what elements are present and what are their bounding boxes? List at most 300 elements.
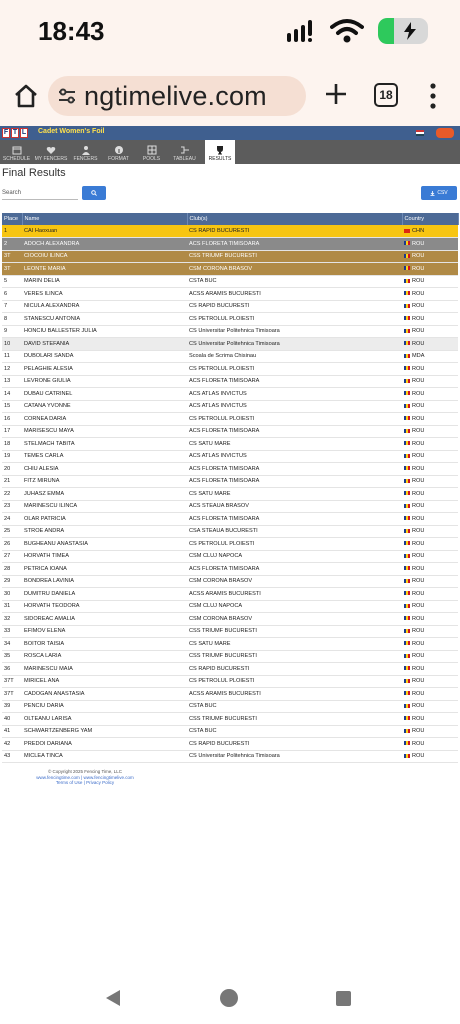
- name-cell: MARIN DELIA: [22, 275, 187, 288]
- site-settings-icon[interactable]: [56, 85, 78, 107]
- name-cell: CIOCOIU ILINCA: [22, 250, 187, 263]
- tab-switcher-button[interactable]: 18: [374, 83, 398, 107]
- table-row[interactable]: [2, 313, 458, 326]
- club-cell: CS RAPID BUCURESTI: [187, 225, 402, 238]
- name-cell: TEMES CARLA: [22, 450, 187, 463]
- country-flag-icon: [404, 529, 410, 533]
- place-cell: 20: [2, 463, 22, 476]
- country-flag-icon: [404, 679, 410, 683]
- col-country[interactable]: Country: [402, 213, 458, 225]
- place-cell: 41: [2, 725, 22, 738]
- club-cell: CS RAPID BUCURESTI: [187, 663, 402, 676]
- country-flag-icon: [404, 704, 410, 708]
- place-cell: 3T: [2, 250, 22, 263]
- country-flag-icon: [404, 379, 410, 383]
- name-cell: OLTEANU LARISA: [22, 713, 187, 726]
- table-row[interactable]: [2, 700, 458, 713]
- place-cell: 1: [2, 225, 22, 238]
- calendar-icon: [12, 145, 22, 155]
- place-cell: 6: [2, 288, 22, 301]
- country-cell: ROU: [402, 363, 458, 376]
- table-row[interactable]: [2, 550, 458, 563]
- wifi-icon: [330, 18, 364, 44]
- place-cell: 26: [2, 538, 22, 551]
- table-row[interactable]: [2, 575, 458, 588]
- tab-results[interactable]: RESULTS: [205, 140, 235, 164]
- table-row[interactable]: [2, 538, 458, 551]
- name-cell: NICULA ALEXANDRA: [22, 300, 187, 313]
- name-cell: VERES ILINCA: [22, 288, 187, 301]
- signal-icon: [286, 19, 316, 43]
- country-cell: ROU: [402, 450, 458, 463]
- country-cell: ROU: [402, 475, 458, 488]
- browser-toolbar: [0, 68, 460, 126]
- table-row[interactable]: [2, 675, 458, 688]
- place-cell: 35: [2, 650, 22, 663]
- status-icons: [286, 18, 428, 44]
- place-cell: 36: [2, 663, 22, 676]
- club-cell: CS SATU MARE: [187, 438, 402, 451]
- place-cell: 22: [2, 488, 22, 501]
- club-cell: ACS FLORETA TIMISOARA: [187, 475, 402, 488]
- tab-format[interactable]: FORMAT: [102, 140, 135, 164]
- table-row[interactable]: [2, 688, 458, 701]
- table-row[interactable]: [2, 588, 458, 601]
- country-cell: ROU: [402, 275, 458, 288]
- country-cell: ROU: [402, 263, 458, 276]
- person-icon: [81, 145, 91, 155]
- place-cell: 37T: [2, 675, 22, 688]
- logout-button[interactable]: [436, 128, 454, 138]
- country-flag-icon: [404, 479, 410, 483]
- country-cell: ROU: [402, 688, 458, 701]
- place-cell: 11: [2, 350, 22, 363]
- club-cell: CS PETROLUL PLOIESTI: [187, 675, 402, 688]
- country-cell: ROU: [402, 750, 458, 763]
- country-cell: ROU: [402, 513, 458, 526]
- recents-icon[interactable]: [336, 991, 351, 1006]
- name-cell: ROSCA LARIA: [22, 650, 187, 663]
- place-cell: 17: [2, 425, 22, 438]
- country-flag-icon: [404, 279, 410, 283]
- country-cell: ROU: [402, 313, 458, 326]
- country-flag-icon: [404, 429, 410, 433]
- place-cell: 39: [2, 700, 22, 713]
- place-cell: 8: [2, 313, 22, 326]
- country-cell: ROU: [402, 288, 458, 301]
- country-flag-icon: [404, 616, 410, 620]
- club-cell: CSS TRIUMF BUCURESTI: [187, 713, 402, 726]
- place-cell: 18: [2, 438, 22, 451]
- club-cell: CSM CLUJ NAPOCA: [187, 600, 402, 613]
- country-cell: ROU: [402, 325, 458, 338]
- table-row[interactable]: [2, 238, 458, 251]
- name-cell: CORNEA DARIA: [22, 413, 187, 426]
- club-cell: CSS TRIUMF BUCURESTI: [187, 625, 402, 638]
- name-cell: CATANA YVONNE: [22, 400, 187, 413]
- club-cell: CS PETROLUL PLOIESTI: [187, 413, 402, 426]
- fencingtime-logo: F T L: [3, 129, 27, 136]
- results-table: [2, 213, 459, 763]
- table-row[interactable]: [2, 563, 458, 576]
- country-flag-icon: [404, 416, 410, 420]
- footer: [30, 769, 140, 786]
- csv-download-button[interactable]: CSV: [421, 186, 457, 200]
- club-cell: CSTA BUC: [187, 725, 402, 738]
- name-cell: SIDOREAC AMALIA: [22, 613, 187, 626]
- country-flag-icon: [404, 329, 410, 333]
- tab-fencers[interactable]: FENCERS: [69, 140, 102, 164]
- table-row[interactable]: [2, 650, 458, 663]
- country-cell: ROU: [402, 613, 458, 626]
- place-cell: 23: [2, 500, 22, 513]
- country-cell: ROU: [402, 500, 458, 513]
- name-cell: BOITOR TAISIA: [22, 638, 187, 651]
- table-row[interactable]: [2, 400, 458, 413]
- name-cell: PREDOI DARIANA: [22, 738, 187, 751]
- table-row[interactable]: [2, 475, 458, 488]
- place-cell: 42: [2, 738, 22, 751]
- place-cell: 19: [2, 450, 22, 463]
- place-cell: 25: [2, 525, 22, 538]
- table-row[interactable]: [2, 225, 458, 238]
- club-cell: CSM CLUJ NAPOCA: [187, 550, 402, 563]
- country-flag-icon: [404, 404, 410, 408]
- country-cell: ROU: [402, 675, 458, 688]
- table-row[interactable]: [2, 263, 458, 276]
- name-cell: HONCIU BALLESTER JULIA: [22, 325, 187, 338]
- country-flag-icon: [404, 604, 410, 608]
- name-cell: PENCIU DARIA: [22, 700, 187, 713]
- club-cell: ACS ATLAS INVICTUS: [187, 450, 402, 463]
- place-cell: 21: [2, 475, 22, 488]
- table-row[interactable]: [2, 463, 458, 476]
- footer-links[interactable]: www.fencingtime.com | www.fencingtimelive.com: [36, 774, 134, 780]
- club-cell: CS RAPID BUCURESTI: [187, 300, 402, 313]
- place-cell: 32: [2, 613, 22, 626]
- home-nav-icon[interactable]: [220, 989, 238, 1007]
- club-cell: CSS TRIUMF BUCURESTI: [187, 250, 402, 263]
- table-row[interactable]: [2, 600, 458, 613]
- place-cell: 30: [2, 588, 22, 601]
- country-flag-icon: [404, 666, 410, 670]
- name-cell: EFIMOV ELENA: [22, 625, 187, 638]
- country-flag-icon: [404, 579, 410, 583]
- club-cell: ACS ATLAS INVICTUS: [187, 388, 402, 401]
- country-cell: ROU: [402, 700, 458, 713]
- club-cell: CS Universitar Politehnica Timisoara: [187, 338, 402, 351]
- country-cell: ROU: [402, 588, 458, 601]
- country-flag-icon: [404, 504, 410, 508]
- home-icon[interactable]: [12, 82, 40, 110]
- download-icon: [430, 191, 435, 196]
- country-flag-icon: [404, 754, 410, 758]
- more-menu-icon[interactable]: [428, 82, 438, 110]
- country-flag-icon: [404, 554, 410, 558]
- name-cell: LEONTE MARIA: [22, 263, 187, 276]
- table-row[interactable]: [2, 363, 458, 376]
- search-input[interactable]: Search: [2, 188, 78, 200]
- name-cell: PETRICA IOANA: [22, 563, 187, 576]
- place-cell: 3T: [2, 263, 22, 276]
- table-row[interactable]: [2, 450, 458, 463]
- table-row[interactable]: [2, 525, 458, 538]
- country-flag-icon: [404, 654, 410, 658]
- table-row[interactable]: [2, 388, 458, 401]
- tab-schedule[interactable]: SCHEDULE: [0, 140, 33, 164]
- table-row[interactable]: [2, 300, 458, 313]
- country-flag-icon: [404, 366, 410, 370]
- place-cell: 27: [2, 550, 22, 563]
- col-place[interactable]: Place: [2, 213, 22, 225]
- club-cell: ACS STEAUA BRASOV: [187, 500, 402, 513]
- country-cell: ROU: [402, 463, 458, 476]
- country-cell: ROU: [402, 538, 458, 551]
- club-cell: CSA STEAUA BUCURESTI: [187, 525, 402, 538]
- country-flag-icon: [404, 716, 410, 720]
- country-cell: CHN: [402, 225, 458, 238]
- club-cell: ACS FLORETA TIMISOARA: [187, 425, 402, 438]
- country-cell: ROU: [402, 525, 458, 538]
- club-cell: CS SATU MARE: [187, 638, 402, 651]
- url-text[interactable]: ngtimelive.com: [84, 80, 267, 111]
- club-cell: CS PETROLUL PLOIESTI: [187, 363, 402, 376]
- country-flag-icon: [404, 454, 410, 458]
- country-flag-icon: [404, 466, 410, 470]
- club-cell: CSS TRIUMF BUCURESTI: [187, 650, 402, 663]
- country-cell: ROU: [402, 550, 458, 563]
- table-row[interactable]: [2, 638, 458, 651]
- event-nav: [0, 140, 460, 164]
- name-cell: CAI Haoxuan: [22, 225, 187, 238]
- place-cell: 5: [2, 275, 22, 288]
- legal-links[interactable]: Terms of Use | Privacy Policy: [55, 780, 115, 785]
- country-cell: ROU: [402, 575, 458, 588]
- col-club[interactable]: Club(s): [187, 213, 402, 225]
- country-flag-icon: [404, 354, 410, 358]
- new-tab-icon[interactable]: [322, 80, 350, 108]
- place-cell: 37T: [2, 688, 22, 701]
- table-row[interactable]: [2, 725, 458, 738]
- name-cell: FITZ MIRUNA: [22, 475, 187, 488]
- results-body: [2, 225, 458, 763]
- table-row[interactable]: [2, 738, 458, 751]
- event-title: Cadet Women's Foil: [38, 128, 105, 135]
- place-cell: 43: [2, 750, 22, 763]
- country-flag-icon: [404, 729, 410, 733]
- name-cell: STROE ANDRA: [22, 525, 187, 538]
- table-row[interactable]: [2, 663, 458, 676]
- country-flag-icon: [404, 441, 410, 445]
- country-cell: ROU: [402, 300, 458, 313]
- club-cell: CSM CORONA BRASOV: [187, 613, 402, 626]
- table-row[interactable]: [2, 250, 458, 263]
- country-cell: ROU: [402, 650, 458, 663]
- table-row[interactable]: [2, 413, 458, 426]
- place-cell: 7: [2, 300, 22, 313]
- club-cell: CS RAPID BUCURESTI: [187, 738, 402, 751]
- place-cell: 2: [2, 238, 22, 251]
- country-cell: ROU: [402, 563, 458, 576]
- place-cell: 10: [2, 338, 22, 351]
- table-row[interactable]: [2, 288, 458, 301]
- country-flag-icon: [404, 266, 410, 270]
- name-cell: BONDREA LAVINIA: [22, 575, 187, 588]
- country-cell: ROU: [402, 713, 458, 726]
- country-cell: ROU: [402, 388, 458, 401]
- heart-icon: [46, 145, 56, 155]
- place-cell: 15: [2, 400, 22, 413]
- club-cell: ACS FLORETA TIMISOARA: [187, 513, 402, 526]
- country-cell: ROU: [402, 725, 458, 738]
- club-cell: ACS FLORETA TIMISOARA: [187, 238, 402, 251]
- tab-my-fencers[interactable]: MY FENCERS: [33, 140, 69, 164]
- app-header: [0, 126, 460, 140]
- table-row[interactable]: [2, 338, 458, 351]
- club-cell: ACS FLORETA TIMISOARA: [187, 375, 402, 388]
- name-cell: ADOCH ALEXANDRA: [22, 238, 187, 251]
- name-cell: DAVID STEFANIA: [22, 338, 187, 351]
- place-cell: 34: [2, 638, 22, 651]
- club-cell: CS PETROLUL PLOIESTI: [187, 538, 402, 551]
- name-cell: DUBAU CATRINEL: [22, 388, 187, 401]
- country-cell: ROU: [402, 638, 458, 651]
- club-cell: ACSS ARAMIS BUCURESTI: [187, 288, 402, 301]
- country-flag-icon: [404, 341, 410, 345]
- country-cell: ROU: [402, 738, 458, 751]
- table-row[interactable]: [2, 488, 458, 501]
- country-flag-icon: [404, 241, 410, 245]
- club-cell: CS SATU MARE: [187, 488, 402, 501]
- club-cell: ACS ATLAS INVICTUS: [187, 400, 402, 413]
- club-cell: CSM CORONA BRASOV: [187, 575, 402, 588]
- url-bar[interactable]: [48, 76, 306, 116]
- name-cell: MARINESCU ILINCA: [22, 500, 187, 513]
- country-flag-icon: [404, 741, 410, 745]
- place-cell: 14: [2, 388, 22, 401]
- name-cell: MARINESCU MAIA: [22, 663, 187, 676]
- trophy-icon: [215, 145, 225, 155]
- name-cell: PELAGHIE ALESIA: [22, 363, 187, 376]
- info-icon: [114, 145, 124, 155]
- place-cell: 24: [2, 513, 22, 526]
- tab-tableau[interactable]: TABLEAU: [168, 140, 201, 164]
- country-flag-icon: [404, 641, 410, 645]
- table-row[interactable]: [2, 425, 458, 438]
- name-cell: STANESCU ANTONIA: [22, 313, 187, 326]
- name-cell: CADOGAN ANASTASIA: [22, 688, 187, 701]
- country-flag-icon: [404, 691, 410, 695]
- country-flag-icon: [404, 491, 410, 495]
- country-cell: ROU: [402, 663, 458, 676]
- country-flag-icon: [404, 591, 410, 595]
- search-button[interactable]: [82, 186, 106, 200]
- country-flag-icon: [404, 316, 410, 320]
- club-cell: CSM CORONA BRASOV: [187, 263, 402, 276]
- table-row[interactable]: [2, 625, 458, 638]
- name-cell: DUBOLARI SANDA: [22, 350, 187, 363]
- status-bar: [0, 0, 460, 68]
- col-name[interactable]: Name: [22, 213, 187, 225]
- country-cell: ROU: [402, 625, 458, 638]
- place-cell: 33: [2, 625, 22, 638]
- place-cell: 12: [2, 363, 22, 376]
- table-row[interactable]: [2, 350, 458, 363]
- country-cell: MDA: [402, 350, 458, 363]
- club-cell: CSTA BUC: [187, 700, 402, 713]
- table-row[interactable]: [2, 375, 458, 388]
- battery-icon: [378, 18, 428, 44]
- system-nav-bar: [0, 960, 460, 1024]
- country-cell: ROU: [402, 338, 458, 351]
- name-cell: HORVATH TIMEA: [22, 550, 187, 563]
- name-cell: MIRICEL ANA: [22, 675, 187, 688]
- page-title: Final Results: [2, 167, 66, 179]
- name-cell: HORVATH TEODORA: [22, 600, 187, 613]
- club-cell: CS PETROLUL PLOIESTI: [187, 313, 402, 326]
- country-flag-icon: [404, 629, 410, 633]
- country-flag-icon: [404, 304, 410, 308]
- copyright-text: © Copyright 2025 Fencing Time, LLC: [47, 769, 123, 774]
- table-row[interactable]: [2, 500, 458, 513]
- table-row[interactable]: [2, 438, 458, 451]
- table-row[interactable]: [2, 613, 458, 626]
- name-cell: MICLEA TINCA: [22, 750, 187, 763]
- club-cell: ACSS ARAMIS BUCURESTI: [187, 688, 402, 701]
- name-cell: SCHWARTZENBERG YAM: [22, 725, 187, 738]
- club-cell: CSTA BUC: [187, 275, 402, 288]
- table-row[interactable]: [2, 750, 458, 763]
- tab-pools[interactable]: POOLS: [135, 140, 168, 164]
- table-row[interactable]: [2, 513, 458, 526]
- place-cell: 40: [2, 713, 22, 726]
- bracket-icon: [180, 145, 190, 155]
- table-row[interactable]: [2, 325, 458, 338]
- place-cell: 28: [2, 563, 22, 576]
- name-cell: JUHASZ EMMA: [22, 488, 187, 501]
- country-flag-icon: [404, 541, 410, 545]
- country-cell: ROU: [402, 238, 458, 251]
- place-cell: 29: [2, 575, 22, 588]
- table-row[interactable]: [2, 275, 458, 288]
- place-cell: 13: [2, 375, 22, 388]
- country-flag-icon: [404, 516, 410, 520]
- name-cell: LEVRONE GIULIA: [22, 375, 187, 388]
- table-header-row: [2, 213, 458, 225]
- name-cell: OLAR PATRICIA: [22, 513, 187, 526]
- grid-icon: [147, 145, 157, 155]
- club-cell: ACS FLORETA TIMISOARA: [187, 563, 402, 576]
- country-cell: ROU: [402, 600, 458, 613]
- club-cell: ACS FLORETA TIMISOARA: [187, 463, 402, 476]
- country-flag-icon: [404, 566, 410, 570]
- club-cell: ACSS ARAMIS BUCURESTI: [187, 588, 402, 601]
- place-cell: 31: [2, 600, 22, 613]
- status-time: 18:43: [38, 16, 105, 46]
- country-flag-icon: [404, 291, 410, 295]
- name-cell: STELMACH TABITA: [22, 438, 187, 451]
- country-cell: ROU: [402, 250, 458, 263]
- language-flag-icon[interactable]: [416, 130, 424, 136]
- place-cell: 9: [2, 325, 22, 338]
- table-row[interactable]: [2, 713, 458, 726]
- place-cell: 16: [2, 413, 22, 426]
- country-cell: ROU: [402, 400, 458, 413]
- country-cell: ROU: [402, 488, 458, 501]
- back-icon[interactable]: [106, 990, 120, 1006]
- search-icon: [91, 190, 97, 196]
- country-cell: ROU: [402, 438, 458, 451]
